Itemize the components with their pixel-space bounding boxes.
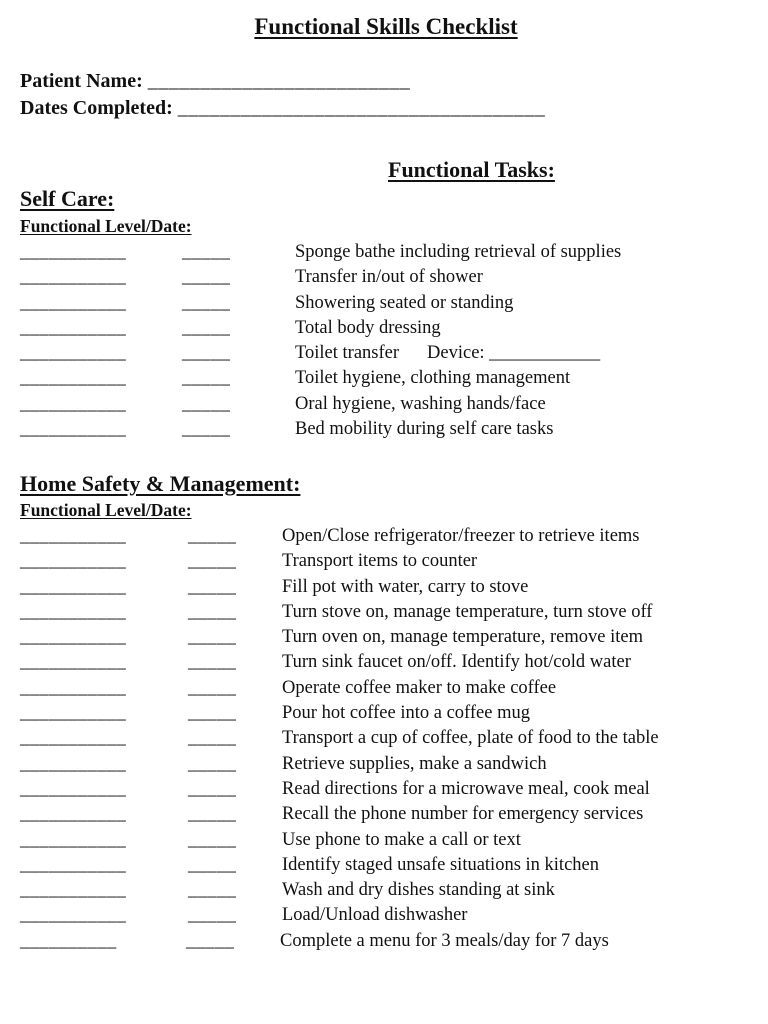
list-item <box>20 625 768 650</box>
functional-tasks-heading: Functional Tasks: <box>388 157 555 182</box>
task-text: Oral hygiene, washing hands/face <box>295 393 546 414</box>
list-item <box>20 549 768 574</box>
patient-name-field <box>20 70 410 93</box>
level-blank: ___________ <box>20 753 127 774</box>
dates-completed-field <box>20 97 545 120</box>
date-blank: _____ <box>188 551 237 572</box>
date-blank: _____ <box>188 677 237 698</box>
task-label: Operate coffee maker to make coffee <box>282 677 557 698</box>
date-blank: _____ <box>188 905 237 926</box>
level-blank: __________ <box>20 930 117 951</box>
level-blank: ___________ <box>20 627 127 648</box>
level-blank: ___________ <box>20 854 127 875</box>
date-blank: _____ <box>188 703 237 724</box>
level-blank: ___________ <box>20 368 127 389</box>
device-field: Device: ____________ <box>427 343 601 364</box>
task-text: Total body dressing <box>295 317 441 338</box>
task-label: Recall the phone number for emergency services <box>282 804 644 825</box>
task-text: Toilet hygiene, clothing management <box>295 368 571 389</box>
home-safety-subheading: Functional Level/Date: <box>20 500 192 520</box>
task-label: Retrieve supplies, make a sandwich <box>282 753 547 774</box>
task-label: Transport items to counter <box>282 551 478 572</box>
list-item <box>20 650 768 675</box>
task-label: Transport a cup of coffee, plate of food to the table <box>282 728 659 749</box>
date-blank: _____ <box>182 317 231 338</box>
list-item <box>20 676 768 701</box>
list-item <box>20 291 768 316</box>
list-item <box>20 575 768 600</box>
list-item <box>20 265 768 290</box>
date-blank: _____ <box>188 753 237 774</box>
patient-name-label: Patient Name: <box>20 70 143 92</box>
date-blank: _____ <box>188 576 237 597</box>
list-item <box>20 802 768 827</box>
list-item <box>20 828 768 853</box>
list-item <box>20 524 768 549</box>
level-blank: ___________ <box>20 652 127 673</box>
level-blank: ___________ <box>20 677 127 698</box>
date-blank: _____ <box>188 854 237 875</box>
task-label: Wash and dry dishes standing at sink <box>282 880 555 901</box>
level-blank: ___________ <box>20 601 127 622</box>
task-text: Toilet transfer <box>295 343 400 364</box>
task-text: Transfer in/out of shower <box>295 267 483 288</box>
date-blank: _____ <box>188 778 237 799</box>
task-text: Sponge bathe including retrieval of supplies <box>295 242 622 262</box>
self-care-heading: Self Care: <box>20 186 115 211</box>
task-label <box>295 316 441 341</box>
level-blank: ___________ <box>20 551 127 572</box>
level-blank: ___________ <box>20 829 127 850</box>
task-label: Pour hot coffee into a coffee mug <box>282 703 530 724</box>
self-care-list <box>20 240 768 442</box>
date-blank: _____ <box>188 627 237 648</box>
task-label: Open/Close refrigerator/freezer to retrieve items <box>282 526 640 546</box>
level-blank: ___________ <box>20 778 127 799</box>
list-item <box>20 701 768 726</box>
level-blank: ___________ <box>20 905 127 926</box>
list-item <box>20 726 768 751</box>
task-label: Load/Unload dishwasher <box>282 905 468 926</box>
dates-completed-label: Dates Completed: <box>20 97 173 119</box>
date-blank: _____ <box>188 728 237 749</box>
date-blank: _____ <box>188 804 237 825</box>
task-label: Complete a menu for 3 meals/day for 7 days <box>280 930 609 951</box>
date-blank: _____ <box>182 292 231 313</box>
date-blank: _____ <box>182 343 231 364</box>
task-label <box>295 341 600 366</box>
level-blank: ___________ <box>20 576 127 597</box>
date-blank: _____ <box>188 652 237 673</box>
level-blank: ___________ <box>20 703 127 724</box>
date-blank: _____ <box>182 368 231 389</box>
list-item <box>20 316 768 341</box>
task-label <box>295 392 546 417</box>
level-blank: ___________ <box>20 317 127 338</box>
list-item <box>20 392 768 417</box>
task-label <box>295 291 513 316</box>
task-label: Turn oven on, manage temperature, remove item <box>282 627 643 648</box>
task-label: Use phone to make a call or text <box>282 829 521 850</box>
date-blank: _____ <box>188 526 237 546</box>
date-blank: _____ <box>182 393 231 414</box>
home-safety-list <box>20 524 768 954</box>
level-blank: ___________ <box>20 242 127 262</box>
level-blank: ___________ <box>20 343 127 364</box>
level-blank: ___________ <box>20 804 127 825</box>
list-item <box>20 600 768 625</box>
list-item <box>20 240 768 265</box>
list-item <box>20 878 768 903</box>
task-label <box>295 240 621 265</box>
list-item <box>20 752 768 777</box>
list-item <box>20 366 768 391</box>
self-care-subheading: Functional Level/Date: <box>20 216 192 236</box>
dates-completed-blank: ___________________________________ <box>177 97 546 119</box>
date-blank: _____ <box>188 829 237 850</box>
list-item <box>20 341 768 366</box>
date-blank: _____ <box>182 267 231 288</box>
list-item <box>20 417 768 442</box>
level-blank: ___________ <box>20 419 127 440</box>
home-safety-heading: Home Safety & Management: <box>20 471 301 496</box>
list-item <box>20 777 768 802</box>
date-blank: _____ <box>188 601 237 622</box>
level-blank: ___________ <box>20 728 127 749</box>
date-blank: _____ <box>182 419 231 440</box>
task-label <box>295 366 570 391</box>
level-blank: ___________ <box>20 526 127 546</box>
level-blank: ___________ <box>20 880 127 901</box>
date-blank: _____ <box>182 242 231 262</box>
task-label <box>295 265 483 290</box>
task-text: Showering seated or standing <box>295 292 514 313</box>
level-blank: ___________ <box>20 292 127 313</box>
level-blank: ___________ <box>20 267 127 288</box>
task-label <box>295 417 553 442</box>
page-title: Functional Skills Checklist <box>254 14 518 39</box>
task-label: Read directions for a microwave meal, cook meal <box>282 778 650 799</box>
list-item <box>20 903 768 928</box>
task-text: Bed mobility during self care tasks <box>295 419 554 440</box>
patient-name-blank: _________________________ <box>147 70 411 92</box>
date-blank: _____ <box>186 930 235 951</box>
task-label: Fill pot with water, carry to stove <box>282 576 529 597</box>
list-item <box>20 929 768 954</box>
task-label: Turn sink faucet on/off. Identify hot/cold water <box>282 652 631 673</box>
level-blank: ___________ <box>20 393 127 414</box>
date-blank: _____ <box>188 880 237 901</box>
task-label: Identify staged unsafe situations in kitchen <box>282 854 599 875</box>
list-item <box>20 853 768 878</box>
task-label: Turn stove on, manage temperature, turn stove off <box>282 601 653 622</box>
